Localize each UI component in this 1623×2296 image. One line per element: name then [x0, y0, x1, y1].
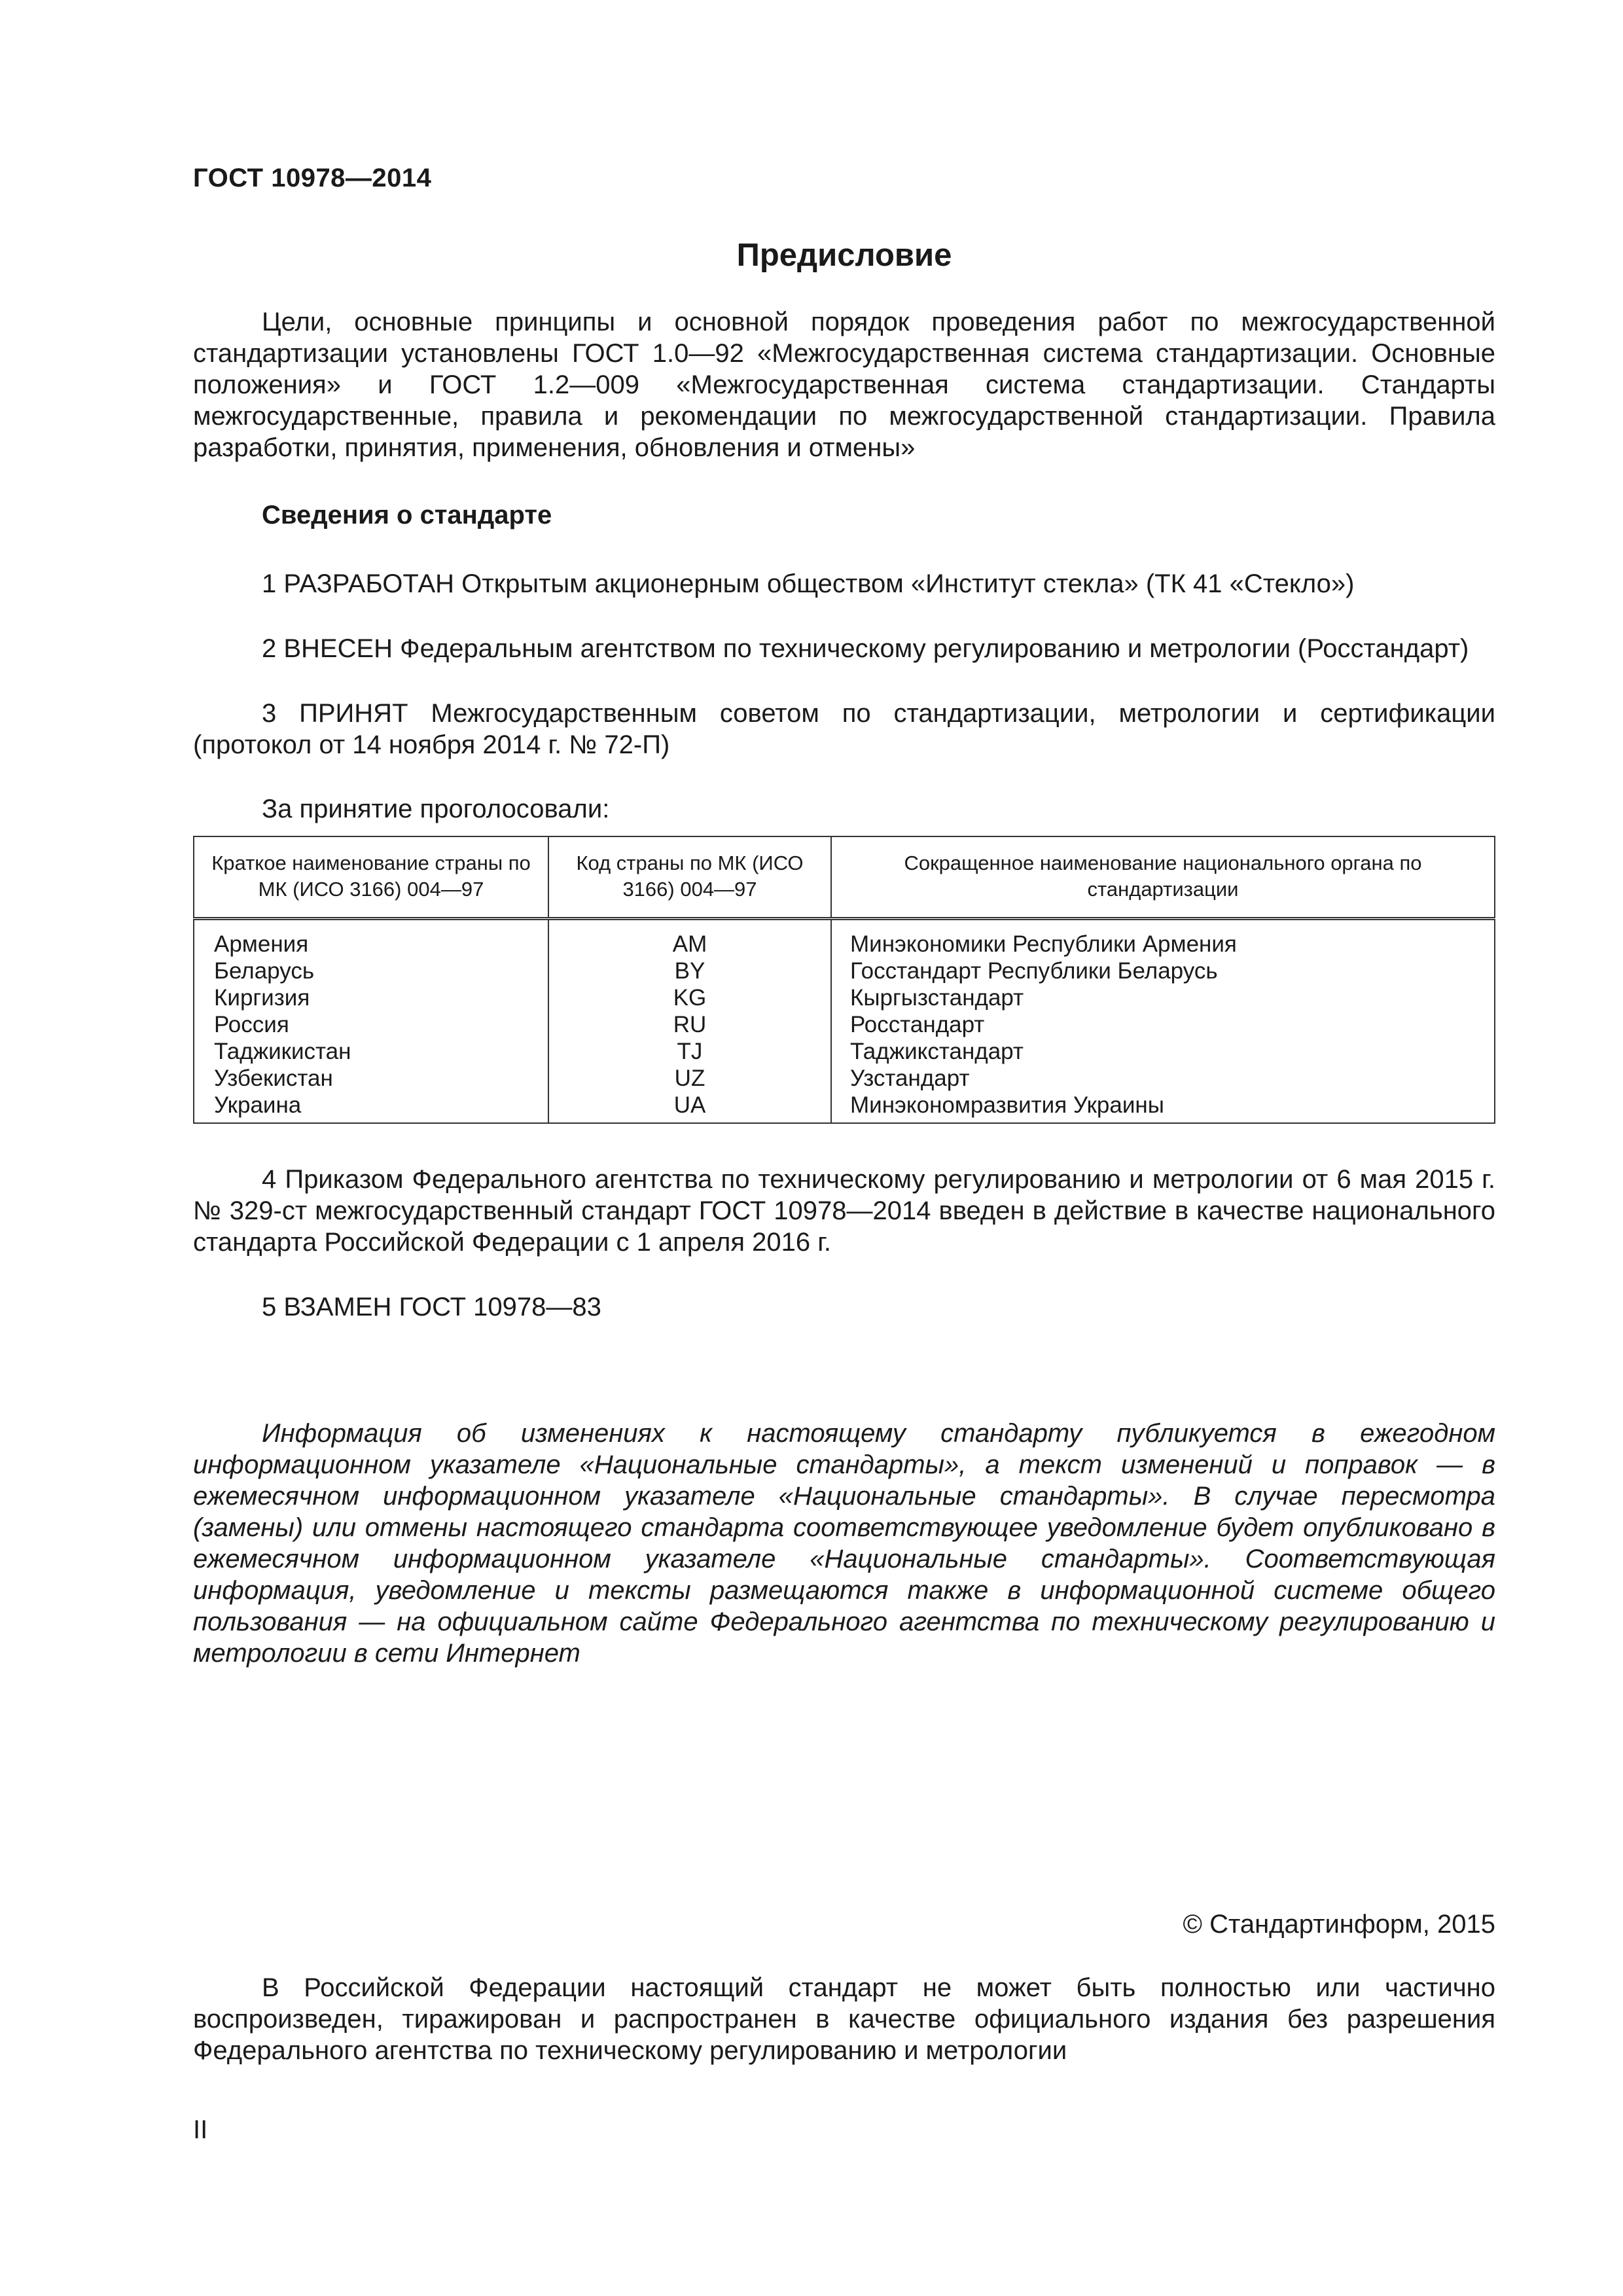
- cell-body: Росстандарт: [831, 1011, 1495, 1038]
- rights-notice: В Российской Федерации настоящий стандарт не может быть полностью или частично воспроизведен, тиражирован и распространен в качестве официального издания без разрешения Федерального агентства по техническому регулированию и метрологии: [193, 1973, 1495, 2065]
- column-header-code: Код страны по МК (ИСО 3166) 004—97: [548, 836, 831, 919]
- voted-label: За принятие проголосовали:: [262, 795, 610, 823]
- table-row: [194, 1011, 1495, 1038]
- page-title: Предисловие: [736, 238, 952, 273]
- voting-table: [193, 836, 1495, 1124]
- column-header-country: Краткое наименование страны по МК (ИСО 3166) 004—97: [194, 836, 548, 919]
- changes-notice: Информация об изменениях к настоящему стандарту публикуется в ежегодном информационном указателе «Национальные стандарты», а текст изменений и поправок — в ежемесячном информационном указателе «Национальные стандарты». В случае пересмотра (замены) или отмены настоящего стандарта соответствующее уведомление будет опубликовано в ежемесячном информационном указателе «Национальные стандарты». Соответствующая информация, уведомление и тексты размещаются также в информационной системе общего пользования — на официальном сайте Федерального агентства по техническому регулированию и метрологии в сети Интернет: [193, 1419, 1495, 1668]
- page-number: II: [193, 2115, 208, 2144]
- item-adopted: 3 ПРИНЯТ Межгосударственным советом по стандартизации, метрологии и сертификации (протокол от 14 ноября 2014 г. № 72-П): [193, 699, 1495, 759]
- cell-code: BY: [548, 958, 831, 984]
- document-code: ГОСТ 10978—2014: [193, 164, 432, 192]
- cell-country: Россия: [194, 1011, 548, 1038]
- cell-body: Госстандарт Республики Беларусь: [831, 958, 1495, 984]
- table-row: [194, 1092, 1495, 1123]
- item-order: 4 Приказом Федерального агентства по техническому регулированию и метрологии от 6 мая 2015 г. № 329-ст межгосударственный стандарт ГОСТ 10978—2014 введен в действие в качестве национального стандарта Российской Федерации с 1 апреля 2016 г.: [193, 1165, 1495, 1257]
- standard-info-heading: Сведения о стандарте: [262, 501, 552, 529]
- cell-code: AM: [548, 919, 831, 958]
- table-row: [194, 1065, 1495, 1092]
- table-row: [194, 1038, 1495, 1065]
- cell-body: Узстандарт: [831, 1065, 1495, 1092]
- table-header-row: [194, 836, 1495, 919]
- copyright-line: © Стандартинформ, 2015: [1183, 1910, 1495, 1939]
- column-header-body: Сокращенное наименование национального органа по стандартизации: [831, 836, 1495, 919]
- cell-body: Таджикстандарт: [831, 1038, 1495, 1065]
- intro-paragraph: Цели, основные принципы и основной порядок проведения работ по межгосударственной стандартизации установлены ГОСТ 1.0—92 «Межгосударственная система стандартизации. Основные положения» и ГОСТ 1.2—009 «Межгосударственная система стандартизации. Стандарты межгосударственные, правила и рекомендации по межгосударственной стандартизации. Правила разработки, принятия, применения, обновления и отмены»: [193, 308, 1495, 462]
- cell-country: Киргизия: [194, 984, 548, 1011]
- cell-country: Армения: [194, 919, 548, 958]
- cell-country: Украина: [194, 1092, 548, 1123]
- cell-body: Кыргызстандарт: [831, 984, 1495, 1011]
- cell-code: KG: [548, 984, 831, 1011]
- cell-country: Узбекистан: [194, 1065, 548, 1092]
- table-row: [194, 984, 1495, 1011]
- cell-country: Таджикистан: [194, 1038, 548, 1065]
- item-replaces: 5 ВЗАМЕН ГОСТ 10978—83: [262, 1293, 601, 1321]
- cell-code: RU: [548, 1011, 831, 1038]
- cell-code: UZ: [548, 1065, 831, 1092]
- cell-body: Минэкономразвития Украины: [831, 1092, 1495, 1123]
- table-row: [194, 919, 1495, 958]
- item-introduced: 2 ВНЕСЕН Федеральным агентством по техническому регулированию и метрологии (Росстандарт): [262, 634, 1469, 663]
- cell-code: TJ: [548, 1038, 831, 1065]
- table-row: [194, 958, 1495, 984]
- cell-body: Минэкономики Республики Армения: [831, 919, 1495, 958]
- item-developed: 1 РАЗРАБОТАН Открытым акционерным обществом «Институт стекла» (ТК 41 «Стекло»): [262, 569, 1355, 598]
- cell-country: Беларусь: [194, 958, 548, 984]
- cell-code: UA: [548, 1092, 831, 1123]
